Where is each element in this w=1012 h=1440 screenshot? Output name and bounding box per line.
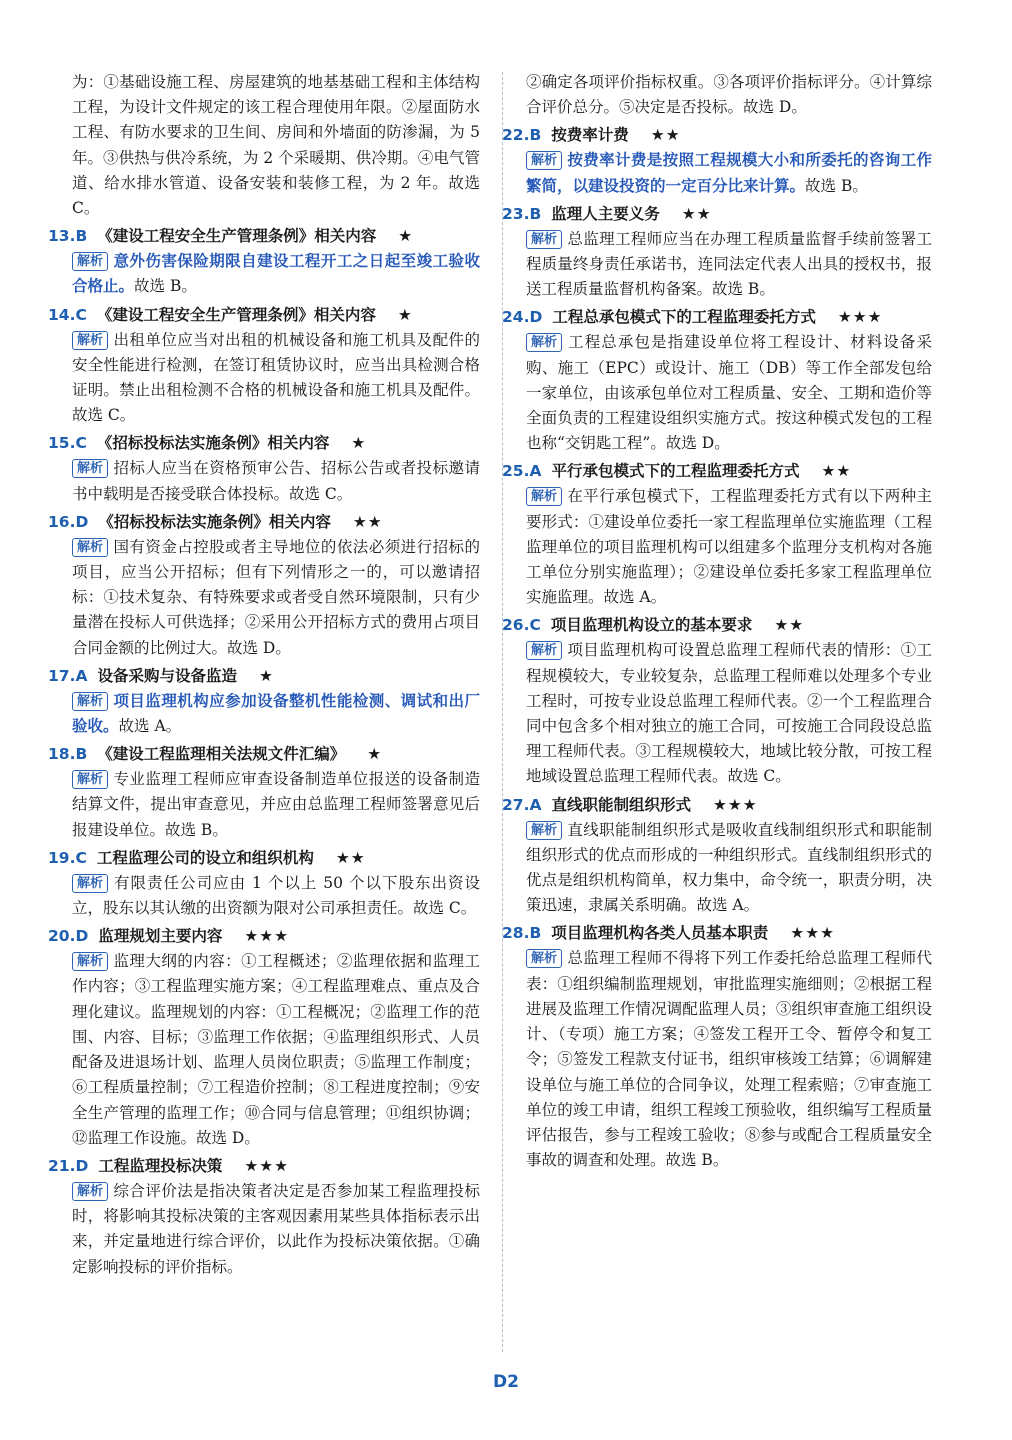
answer-head — [48, 845, 480, 871]
answer-topic: 《建设工程安全生产管理条例》相关内容 — [97, 227, 377, 246]
analysis-tag: 解析 — [526, 641, 562, 660]
difficulty-stars: ★ — [397, 305, 413, 324]
answer-text: 故选 B。 — [134, 277, 197, 296]
difficulty-stars: ★★ — [774, 616, 805, 635]
answer-topic: 监理规划主要内容 — [98, 927, 223, 946]
answer-text: 招标人应当在资格预审公告、招标公告或者投标邀请书中载明是否接受联合体投标。故选 C。 — [72, 459, 480, 503]
difficulty-stars: ★★★ — [244, 1156, 290, 1175]
answer-text: 故选 B。 — [805, 176, 868, 195]
answer-text: 出租单位应当对出租的机械设备和施工机具及配件的安全性能进行检测，在签订租赁协议时，应当出具检测合格证明。禁止出租检测不合格的机械设备和施工机具及配件。故选 C。 — [72, 330, 480, 425]
answer-text: 国有资金占控股或者主导地位的依法必须进行招标的项目，应当公开招标；但有下列情形之一的，可以邀请招标：①技术复杂、有特殊要求或者受自然环境限制，只有少量潜在投标人可供选择；②采用公开招标方式的费用占项目合同金额的比例过大。故选 D。 — [72, 537, 480, 657]
answer-head — [48, 223, 480, 249]
answer-head — [502, 792, 932, 818]
answer-text: 有限责任公司应由 1 个以上 50 个以下股东出资设立，股东以其认缴的出资额为限对公司承担责任。故选 C。 — [72, 873, 480, 918]
answer-number: 25.A — [502, 462, 542, 481]
answer-head — [502, 304, 932, 330]
analysis-tag: 解析 — [526, 151, 562, 170]
answer-topic: 直线职能制组织形式 — [551, 795, 691, 814]
difficulty-stars: ★★ — [650, 126, 681, 145]
answer-text: 综合评价法是指决策者决定是否参加某工程监理投标时，将影响其投标决策的主客观因素用某些具体指标表示出来，并定量地进行综合评价，以此作为投标决策依据。①确定影响投标的评价指标。 — [72, 1181, 480, 1276]
answer-head — [48, 923, 480, 949]
answer-text: 总监理工程师应当在办理工程质量监督手续前签署工程质量终身责任承诺书，连同法定代表人出具的授权书，报送工程质量监督机构备案。故选 B。 — [526, 229, 932, 299]
answer-item-24 — [502, 304, 932, 456]
difficulty-stars: ★★★ — [837, 308, 883, 327]
analysis-tag: 解析 — [72, 252, 108, 271]
answer-number: 19.C — [48, 848, 87, 867]
difficulty-stars: ★★ — [335, 848, 366, 867]
answer-item-21 — [48, 1153, 480, 1280]
answer-head — [48, 302, 480, 328]
answer-number: 26.C — [502, 616, 541, 635]
answer-number: 20.D — [48, 927, 89, 946]
answer-topic: 《招标投标法实施条例》相关内容 — [98, 512, 331, 531]
answer-item-28 — [502, 920, 932, 1173]
answer-head — [502, 920, 932, 946]
answer-text: 故选 A。 — [118, 717, 182, 736]
answer-item-23 — [502, 201, 932, 303]
answer-item-26 — [502, 612, 932, 789]
analysis-tag: 解析 — [72, 459, 108, 478]
left-column — [48, 70, 480, 1282]
right-intro: ②确定各项评价指标权重。③各项评价指标评分。④计算综合评价总分。⑤决定是否投标。故选 D。 — [526, 73, 932, 117]
answer-highlight: 意外伤害保险期限自建设工程开工之日起至竣工验收合格止。 — [72, 252, 480, 296]
difficulty-stars: ★ — [367, 745, 383, 764]
analysis-tag: 解析 — [526, 821, 562, 840]
analysis-tag: 解析 — [72, 331, 108, 350]
answer-number: 14.C — [48, 305, 87, 324]
analysis-tag: 解析 — [72, 770, 108, 789]
answer-topic: 按费率计费 — [551, 126, 629, 145]
answer-highlight: 项目监理机构应参加设备整机性能检测、调试和出厂验收。 — [72, 691, 480, 736]
difficulty-stars: ★★★ — [790, 924, 835, 943]
answer-topic: 《招标投标法实施条例》相关内容 — [96, 434, 330, 453]
answer-number: 15.C — [48, 434, 87, 453]
analysis-tag: 解析 — [526, 230, 562, 249]
difficulty-stars: ★ — [398, 227, 414, 246]
analysis-tag: 解析 — [72, 874, 108, 893]
difficulty-stars: ★★ — [352, 512, 383, 531]
difficulty-stars: ★★★ — [244, 927, 290, 946]
answer-text: 直线职能制组织形式是吸收直线制组织形式和职能制组织形式的优点而形成的一种组织形式。直线制组织形式的优点是组织机构简单，权力集中，命令统一，职责分明，决策迅速，隶属关系明确。故选 A。 — [526, 820, 932, 915]
answer-head — [48, 741, 480, 767]
difficulty-stars: ★ — [258, 666, 274, 685]
analysis-tag: 解析 — [526, 949, 562, 968]
difficulty-stars: ★★ — [821, 462, 852, 481]
answer-text: 总监理工程师不得将下列工作委托给总监理工程师代表：①组织编制监理规划，审批监理实施细则；②根据工程进展及监理工作情况调配监理人员；③组织审查施工组织设计、（专项）施工方案；④签发工程开工令、暂停令和复工令；⑤签发工程款支付证书，组织审核竣工结算；⑥调解建设单位与施工单位的合同争议，处理工程索赔；⑦审查施工单位的竣工申请，组织工程竣工预验收，组织编写工程质量评估报告，参与工程竣工验收；⑧参与或配合工程质量安全事故的调查和处理。故选 B。 — [526, 949, 932, 1170]
analysis-tag: 解析 — [526, 333, 562, 352]
analysis-tag: 解析 — [72, 692, 108, 711]
answer-topic: 工程监理公司的设立和组织机构 — [96, 848, 314, 867]
answer-head — [48, 663, 480, 689]
answer-text: 项目监理机构可设置总监理工程师代表的情形：①工程规模较大，专业较复杂，总监理工程师难以处理多个专业工程时，可按专业设总监理工程师代表。②一个工程监理合同中包含多个相对独立的施工合同，可按施工合同段设总监理工程师代表。③工程规模较大，地域比较分散，可按工程地域设置总监理工程师代表。故选 C。 — [526, 641, 932, 786]
answer-head — [502, 122, 932, 148]
answer-item-20 — [48, 923, 480, 1151]
answer-item-27 — [502, 792, 932, 919]
answer-number: 28.B — [502, 924, 542, 943]
answer-topic: 《建设工程监理相关法规文件汇编》 — [97, 745, 346, 764]
answer-item-15 — [48, 430, 480, 506]
answer-head — [48, 1153, 480, 1179]
answer-topic: 平行承包模式下的工程监理委托方式 — [551, 462, 800, 481]
answer-number: 13.B — [48, 227, 88, 246]
answer-head — [48, 430, 480, 456]
answer-item-17 — [48, 663, 480, 739]
right-column — [502, 70, 932, 1175]
answer-item-18 — [48, 741, 480, 843]
answer-head — [48, 509, 480, 535]
column-divider — [502, 72, 503, 1352]
answer-head — [502, 458, 932, 484]
answer-topic: 监理人主要义务 — [551, 204, 660, 223]
answer-text: 工程总承包是指建设单位将工程设计、材料设备采购、施工（EPC）或设计、施工（DB）等工作全部发包给一家单位，由该承包单位对工程质量、安全、工期和造价等全面负责的工程建设组织实施方式。按这种模式发包的工程也称“交钥匙工程”。故选 D。 — [526, 333, 932, 453]
answer-item-13 — [48, 223, 480, 299]
difficulty-stars: ★ — [351, 434, 367, 453]
answer-item-22 — [502, 122, 932, 198]
answer-topic: 设备采购与设备监造 — [97, 666, 237, 685]
answer-head — [502, 612, 932, 638]
analysis-tag: 解析 — [72, 1182, 108, 1201]
answer-number: 22.B — [502, 126, 542, 145]
left-intro: 为：①基础设施工程、房屋建筑的地基基础工程和主体结构工程，为设计文件规定的该工程合理使用年限。②屋面防水工程、有防水要求的卫生间、房间和外墙面的防渗漏，为 5 年。③供热与供冷系统，为 2 个采暖期、供冷期。④电气管道、给水排水管道、设备安装和装修工程，为 2 年。故选 C。 — [72, 73, 480, 218]
answer-text: 在平行承包模式下，工程监理委托方式有以下两种主要形式：①建设单位委托一家工程监理单位实施监理（工程监理单位的项目监理机构可以组建多个监理分支机构对各施工单位分别实施监理）；②建设单位委托多家工程监理单位实施监理。故选 A。 — [526, 487, 932, 607]
answer-head — [502, 201, 932, 227]
answer-item-25 — [502, 458, 932, 610]
answer-text: 监理大纲的内容：①工程概述；②监理依据和监理工作内容；③工程监理实施方案；④工程监理难点、重点及合理化建议。监理规划的内容：①工程概况；②监理工作的范围、内容、目标；③监理工作依据；④监理组织形式、人员配备及进退场计划、监理人员岗位职责；⑤监理工作制度；⑥工程质量控制；⑦工程造价控制；⑧工程进度控制；⑨安全生产管理的监理工作；⑩合同与信息管理；⑪组织协调；⑫监理工作设施。故选 D。 — [72, 952, 480, 1147]
answer-topic: 《建设工程安全生产管理条例》相关内容 — [96, 305, 376, 324]
answer-number: 16.D — [48, 512, 89, 531]
answer-number: 18.B — [48, 745, 88, 764]
answer-topic: 工程总承包模式下的工程监理委托方式 — [552, 308, 816, 327]
answer-number: 23.B — [502, 204, 542, 223]
answer-number: 27.A — [502, 795, 542, 814]
analysis-tag: 解析 — [72, 538, 108, 557]
answer-number: 21.D — [48, 1156, 89, 1175]
answer-topic: 项目监理机构各类人员基本职责 — [551, 924, 769, 943]
answer-highlight: 按费率计费是按照工程规模大小和所委托的咨询工作繁简，以建设投资的一定百分比来计算。 — [526, 151, 932, 195]
page-number: D2 — [493, 1372, 519, 1392]
answer-item-16 — [48, 509, 480, 661]
answer-topic: 项目监理机构设立的基本要求 — [550, 616, 753, 635]
answer-text: 专业监理工程师应审查设备制造单位报送的设备制造结算文件，提出审查意见，并应由总监理工程师签署意见后报建设单位。故选 B。 — [72, 770, 480, 839]
answer-item-14 — [48, 302, 480, 429]
difficulty-stars: ★★ — [681, 204, 712, 223]
analysis-tag: 解析 — [526, 487, 562, 506]
answer-topic: 工程监理投标决策 — [98, 1156, 223, 1175]
answer-number: 24.D — [502, 308, 543, 327]
analysis-tag: 解析 — [72, 952, 108, 971]
difficulty-stars: ★★★ — [712, 795, 758, 814]
answer-number: 17.A — [48, 666, 88, 685]
answer-item-19 — [48, 845, 480, 921]
